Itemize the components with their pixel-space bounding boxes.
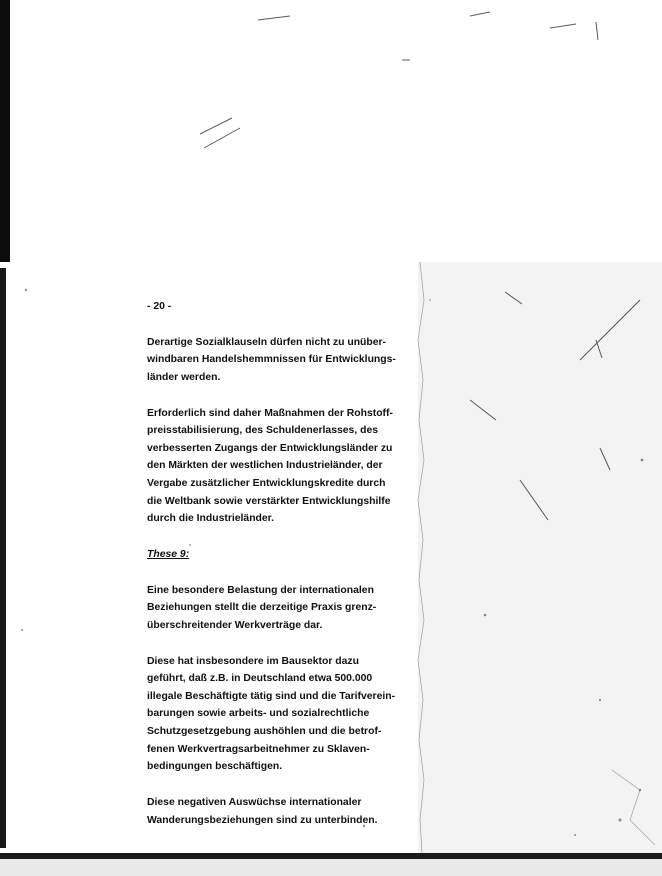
text-line: Wanderungsbeziehungen sind zu unterbinden. (147, 814, 378, 826)
text-line: durch die Industrieländer. (147, 513, 275, 525)
text-line: Beziehungen stellt die derzeitige Praxis grenz- (147, 602, 377, 614)
text-line: bedingungen beschäftigen. (147, 761, 283, 773)
text-line: Eine besondere Belastung der internationalen (147, 584, 374, 596)
paragraph (147, 582, 417, 635)
paragraph (147, 794, 417, 829)
page-number: - 20 - (147, 301, 172, 312)
text-line: verbesserten Zugangs der Entwicklungsländer zu (147, 442, 393, 454)
text-line: Erforderlich sind daher Maßnahmen der Rohstoff- (147, 407, 393, 419)
text-line: den Märkten der westlichen Industrieländer, der (147, 460, 383, 472)
text-line: Derartige Sozialklauseln dürfen nicht zu unüber- (147, 336, 387, 348)
text-line: länder werden. (147, 371, 221, 383)
document-body (147, 298, 417, 847)
text-line: windbaren Handelshemmnissen für Entwicklungs- (147, 354, 396, 366)
text-line: preisstabilisierung, des Schuldenerlasses, des (147, 425, 378, 437)
text-line: Schutzgesetzgebung aushöhlen und die betrof- (147, 726, 382, 738)
text-line: fenen Werkvertragsarbeitnehmer zu Sklaven- (147, 743, 370, 755)
paragraph (147, 653, 417, 776)
text-line: überschreitender Werkverträge dar. (147, 619, 323, 631)
text-line: illegale Beschäftigte tätig sind und die Tarifverein- (147, 690, 396, 702)
text-line: barungen sowie arbeits- und sozialrechtliche (147, 708, 370, 720)
paragraph (147, 405, 417, 528)
text-line: Diese negativen Auswüchse internationaler (147, 797, 362, 808)
section-heading: These 9: (147, 548, 190, 560)
text-line: Vergabe zusätzlicher Entwicklungskredite durch (147, 477, 386, 489)
text-line: Diese hat insbesondere im Bausektor dazu (147, 655, 359, 667)
paragraph (147, 334, 417, 387)
text-line: geführt, daß z.B. in Deutschland etwa 500.000 (147, 673, 373, 685)
text-line: die Weltbank sowie verstärkter Entwicklungshilfe (147, 495, 391, 507)
